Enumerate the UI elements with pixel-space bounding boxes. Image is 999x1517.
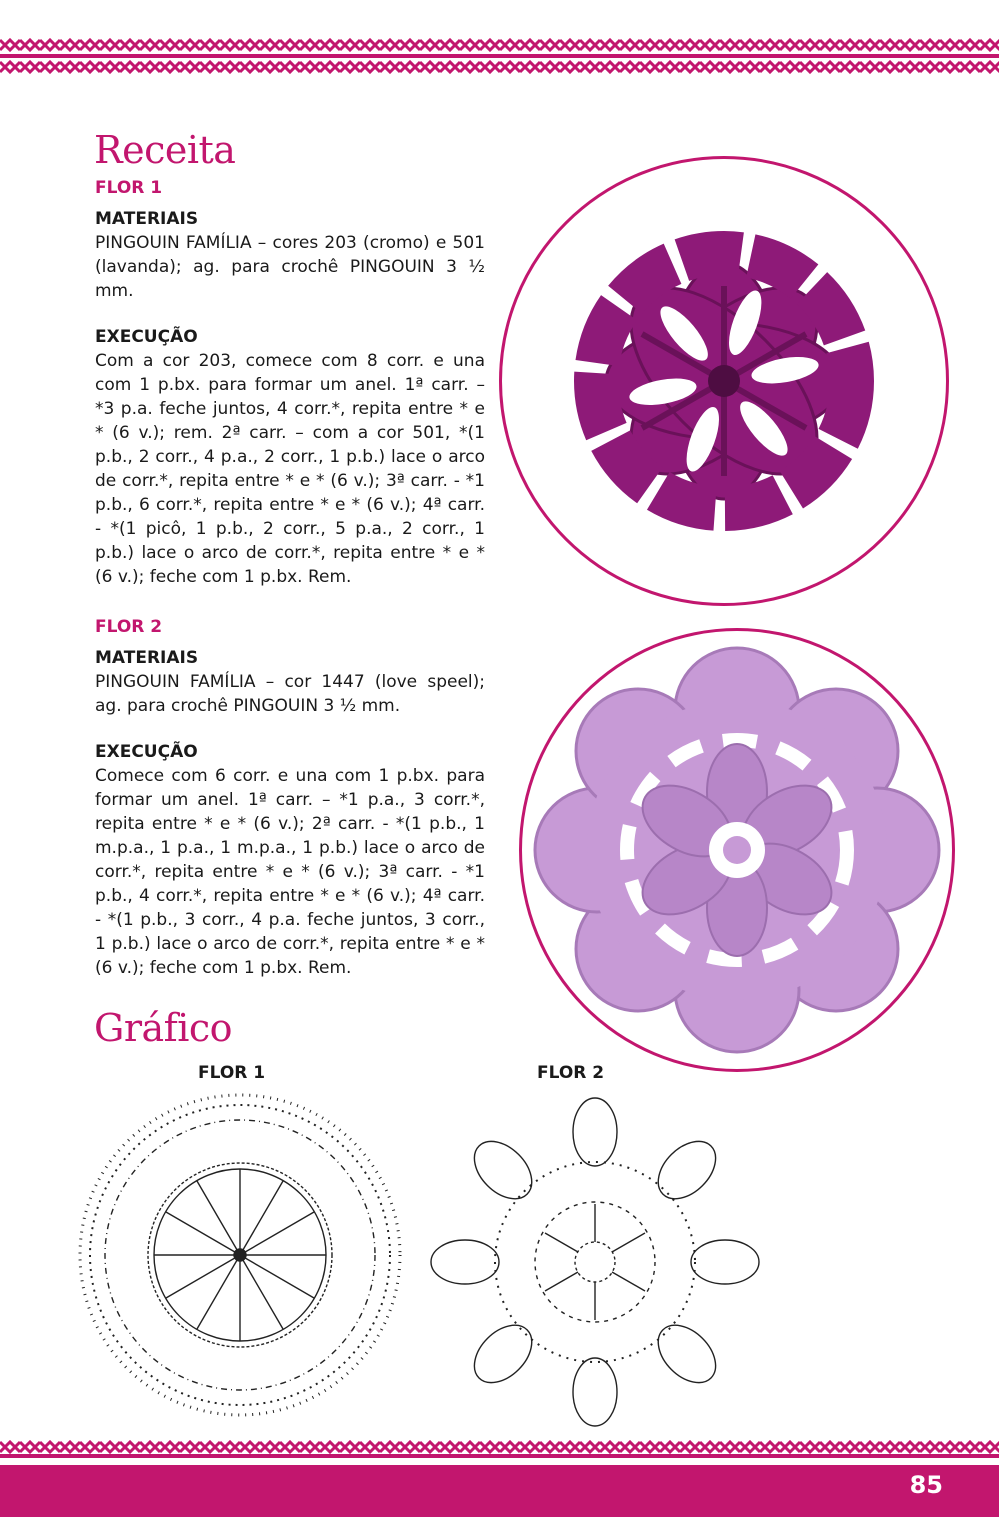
chart-title: Gráfico [94,1006,233,1050]
flower2-photo [519,628,955,1072]
flower1-photo [499,156,949,606]
flor2-chart-label: FLOR 2 [537,1063,605,1083]
flor2-execution [95,740,485,980]
top-border-band [0,36,999,76]
flor1-heading: FLOR 1 [95,178,163,198]
flor2-materials-text: PINGOUIN FAMÍLIA – cor 1447 (love speel); ag. para crochê PINGOUIN 3 ½ mm. [95,672,485,716]
flor2-diagram [430,1092,760,1432]
flor1-execution-label: EXECUÇÃO [95,327,198,347]
flor2-execution-text: Comece com 6 corr. e una com 1 p.bx. para formar um anel. 1ª carr. – *1 p.a., 3 corr.*, repita entre * e * (6 v.); 2ª carr. - *(1 p.b., 1 m.p.a., 1 p.a., 1 m.p.a., 1 p.b.) lace o arco de corr.*, repita entre * e * (6 v.); 3ª carr. - *1 p.b., 4 corr.*, repita entre * e * (6 v.); 4ª carr. - *(1 p.b., 3 corr., 4 p.a. feche juntos, 3 corr., 1 p.b.) lace o arco de corr.*, repita entre * e * (6 v.); feche com 1 p.bx. Rem. [95,766,485,978]
page-number: 85 [909,1471,943,1499]
flor2-execution-label: EXECUÇÃO [95,742,198,762]
flor2-heading: FLOR 2 [95,617,163,637]
flor1-chart-label: FLOR 1 [198,1063,266,1083]
flor2-materials-label: MATERIAIS [95,648,199,668]
recipe-title: Receita [94,128,236,172]
flor1-materials [95,207,485,303]
flor1-materials-label: MATERIAIS [95,209,199,229]
bottom-border-band [0,1440,999,1517]
flor1-materials-text: PINGOUIN FAMÍLIA – cores 203 (cromo) e 501 (lavanda); ag. para crochê PINGOUIN 3 ½ mm. [95,233,485,301]
flor2-materials [95,646,485,718]
flor1-execution [95,325,485,589]
flor1-diagram [72,1092,412,1437]
flor1-execution-text: Com a cor 203, comece com 8 corr. e una com 1 p.bx. para formar um anel. 1ª carr. – *3 p.a. feche juntos, 4 corr.*, repita entre * e * (6 v.); rem. 2ª carr. – com a cor 501, *(1 p.b., 2 corr., 4 p.a., 2 corr., 1 p.b.) lace o arco de corr.*, repita entre * e * (6 v.); 3ª carr. - *1 p.b., 6 corr.*, repita entre * e * (6 v.); 4ª carr. - *(1 picô, 1 p.b., 2 corr., 5 p.a., 2 corr., 1 p.b.) lace o arco de corr.*, repita entre * e * (6 v.); feche com 1 p.bx. Rem. [95,351,485,587]
